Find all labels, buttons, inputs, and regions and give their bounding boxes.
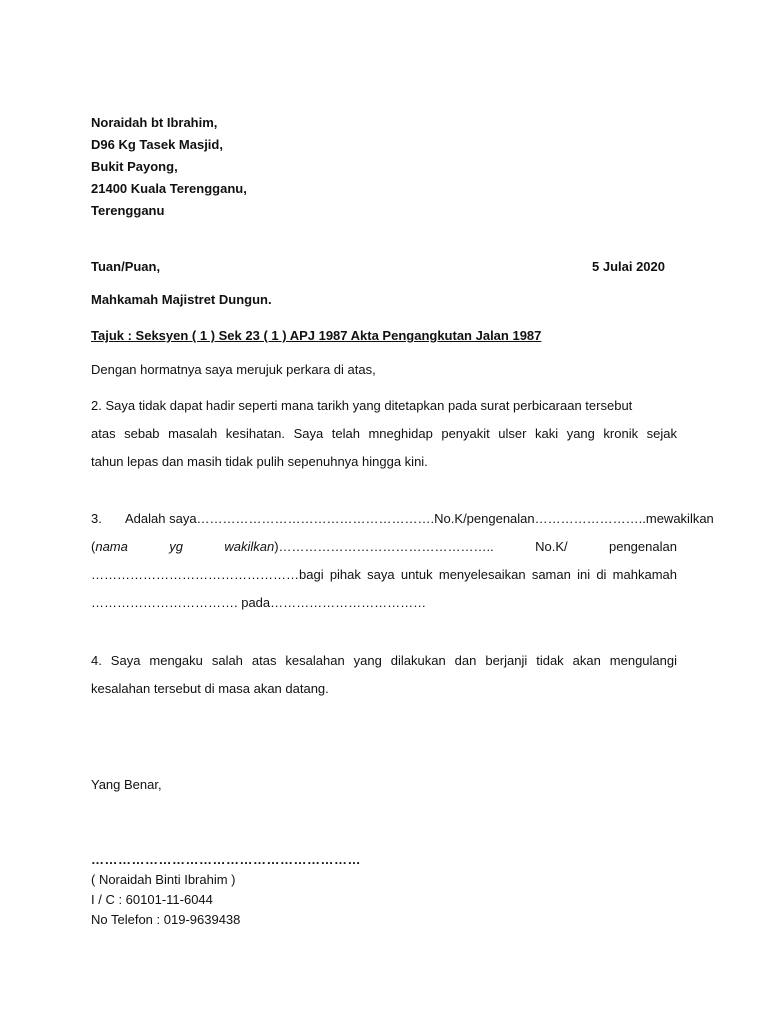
opening-line: Dengan hormatnya saya merujuk perkara di atas, bbox=[91, 362, 376, 377]
signature-block bbox=[91, 850, 677, 930]
paragraph-text: No.K/ bbox=[535, 539, 568, 554]
paragraph-4 bbox=[91, 647, 677, 703]
signature-line: …………………………………………………… bbox=[91, 852, 361, 867]
closing: Yang Benar, bbox=[91, 777, 162, 792]
paragraph-text: (nama bbox=[91, 539, 128, 554]
signatory-name: ( Noraidah Binti Ibrahim ) bbox=[91, 872, 236, 887]
paragraph-text: 4. Saya mengaku salah atas kesalahan yang dilakukan dan berjanji tidak akan mengulangi bbox=[91, 653, 677, 668]
paragraph-text: kesalahan tersebut di masa akan datang. bbox=[91, 681, 329, 696]
sender-name: Noraidah bt Ibrahim, bbox=[91, 115, 218, 130]
paragraph-text: yg bbox=[169, 539, 183, 554]
recipient: Mahkamah Majistret Dungun. bbox=[91, 292, 272, 307]
paragraph-text: mewakilkan bbox=[645, 511, 714, 526]
paragraph-line bbox=[91, 589, 677, 617]
paragraph-line bbox=[91, 392, 677, 420]
letter-date: 5 Julai 2020 bbox=[592, 259, 665, 274]
salutation-row bbox=[91, 258, 665, 276]
paragraph-line bbox=[91, 448, 677, 476]
paragraph-line bbox=[91, 647, 677, 675]
paragraph-line bbox=[91, 505, 714, 533]
paragraph-line bbox=[91, 675, 677, 703]
paragraph-line bbox=[91, 561, 677, 589]
sender-address-line: Terengganu bbox=[91, 203, 165, 218]
paragraph-text: …………………………………………bagi pihak saya untuk menyelesaikan saman ini di mahkamah bbox=[91, 567, 677, 582]
paragraph-text: atas sebab masalah kesihatan. Saya telah mneghidap penyakit ulser kaki yang kronik sejak bbox=[91, 426, 677, 441]
paragraph-line bbox=[91, 420, 677, 448]
signatory-phone: No Telefon : 019-9639438 bbox=[91, 912, 241, 927]
paragraph-text: tahun lepas dan masih tidak pulih sepenuhnya hingga kini. bbox=[91, 454, 428, 469]
signatory-ic: I / C : 60101-11-6044 bbox=[91, 892, 213, 907]
sender-address-line: Bukit Payong, bbox=[91, 159, 178, 174]
paragraph-line bbox=[91, 533, 677, 561]
paragraph-number: 3. Adalah saya……………………………………………….No.K/pengenalan bbox=[91, 511, 535, 526]
sender-address-line: 21400 Kuala Terengganu, bbox=[91, 181, 247, 196]
blank-field: …………………….. bbox=[534, 511, 646, 526]
paragraph-text: pengenalan bbox=[608, 539, 677, 554]
salutation: Tuan/Puan, bbox=[91, 259, 161, 274]
paragraph-3 bbox=[91, 505, 714, 617]
subject-line: Tajuk : Seksyen ( 1 ) Sek 23 ( 1 ) APJ 1987 Akta Pengangkutan Jalan 1987 bbox=[91, 328, 542, 343]
paragraph-2 bbox=[91, 392, 677, 476]
paragraph-text: wakilkan)………………………………………….. bbox=[224, 539, 494, 554]
paragraph-text: ……………………………. pada……………………………… bbox=[91, 595, 427, 610]
paragraph-text: 2. Saya tidak dapat hadir seperti mana tarikh yang ditetapkan pada surat perbicaraan tersebut bbox=[91, 398, 633, 413]
sender-address bbox=[91, 112, 677, 222]
sender-address-line: D96 Kg Tasek Masjid, bbox=[91, 137, 223, 152]
